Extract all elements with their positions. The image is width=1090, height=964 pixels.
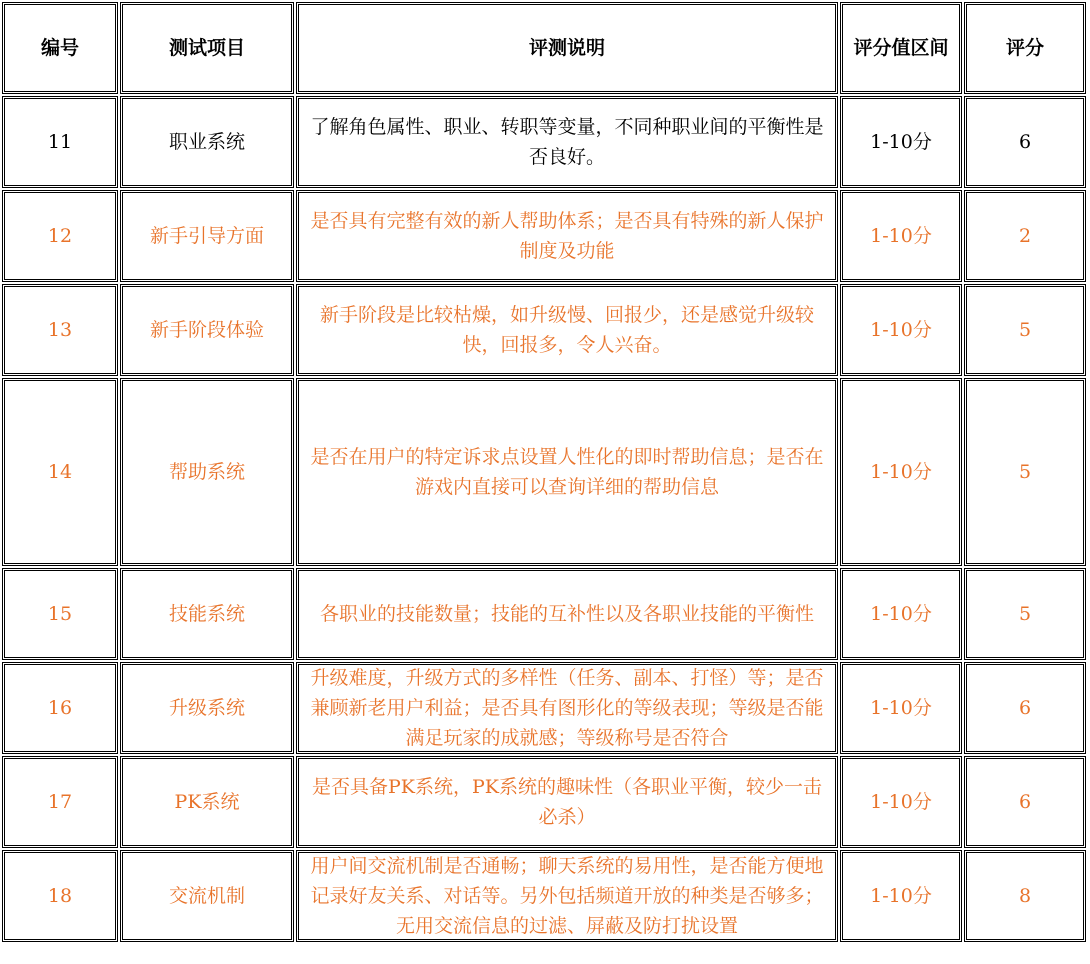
table-row	[2, 756, 1086, 848]
row-description	[296, 850, 838, 942]
row-description-text: 新手阶段是比较枯燥，如升级慢、回报少，还是感觉升级较快，回报多，令人兴奋。	[319, 304, 814, 356]
table-row	[2, 284, 1086, 376]
row-description	[296, 662, 838, 754]
table-row	[2, 568, 1086, 660]
row-description-text: 升级难度，升级方式的多样性（任务、副本、打怪）等；是否兼顾新老用户利益；是否具有图形化的等级表现；等级是否能满足玩家的成就感；等级称号是否符合	[310, 667, 824, 749]
row-item: 交流机制	[120, 850, 294, 942]
row-range: 1-10分	[840, 284, 962, 376]
row-score: 2	[964, 190, 1086, 282]
row-description-text: 是否具备PK系统，PK系统的趣味性（各职业平衡，较少一击必杀）	[312, 776, 822, 828]
row-item: PK系统	[120, 756, 294, 848]
row-description	[296, 756, 838, 848]
row-score: 5	[964, 568, 1086, 660]
row-range: 1-10分	[840, 850, 962, 942]
table-row	[2, 662, 1086, 754]
header-row	[2, 2, 1086, 94]
row-description	[296, 284, 838, 376]
row-item: 帮助系统	[120, 378, 294, 566]
row-description-text: 各职业的技能数量；技能的互补性以及各职业技能的平衡性	[319, 603, 814, 625]
header-number: 编号	[2, 2, 118, 94]
table-row	[2, 190, 1086, 282]
row-description	[296, 568, 838, 660]
row-score: 6	[964, 662, 1086, 754]
row-range: 1-10分	[840, 756, 962, 848]
row-range: 1-10分	[840, 378, 962, 566]
row-score: 5	[964, 378, 1086, 566]
row-description-text: 了解角色属性、职业、转职等变量，不同种职业间的平衡性是否良好。	[310, 116, 824, 168]
header-test-item: 测试项目	[120, 2, 294, 94]
header-score-range: 评分值区间	[840, 2, 962, 94]
row-item: 新手引导方面	[120, 190, 294, 282]
row-score: 6	[964, 756, 1086, 848]
row-score: 5	[964, 284, 1086, 376]
row-number: 18	[2, 850, 118, 942]
header-description: 评测说明	[296, 2, 838, 94]
row-number: 13	[2, 284, 118, 376]
row-number: 11	[2, 96, 118, 188]
row-description	[296, 96, 838, 188]
row-description	[296, 378, 838, 566]
row-number: 15	[2, 568, 118, 660]
row-number: 12	[2, 190, 118, 282]
row-description	[296, 190, 838, 282]
row-range: 1-10分	[840, 568, 962, 660]
row-score: 8	[964, 850, 1086, 942]
table-row	[2, 378, 1086, 566]
row-item: 升级系统	[120, 662, 294, 754]
row-number: 16	[2, 662, 118, 754]
row-description-text: 是否具有完整有效的新人帮助体系；是否具有特殊的新人保护制度及功能	[310, 210, 824, 262]
row-description-text: 是否在用户的特定诉求点设置人性化的即时帮助信息；是否在游戏内直接可以查询详细的帮助信息	[310, 446, 824, 498]
row-number: 17	[2, 756, 118, 848]
row-range: 1-10分	[840, 662, 962, 754]
row-description-text: 用户间交流机制是否通畅；聊天系统的易用性，是否能方便地记录好友关系、对话等。另外包括频道开放的种类是否够多；无用交流信息的过滤、屏蔽及防打扰设置	[310, 855, 824, 937]
table-row	[2, 96, 1086, 188]
row-range: 1-10分	[840, 96, 962, 188]
row-number: 14	[2, 378, 118, 566]
row-item: 职业系统	[120, 96, 294, 188]
row-score: 6	[964, 96, 1086, 188]
table-row	[2, 850, 1086, 942]
row-range: 1-10分	[840, 190, 962, 282]
header-score: 评分	[964, 2, 1086, 94]
row-item: 新手阶段体验	[120, 284, 294, 376]
row-item: 技能系统	[120, 568, 294, 660]
